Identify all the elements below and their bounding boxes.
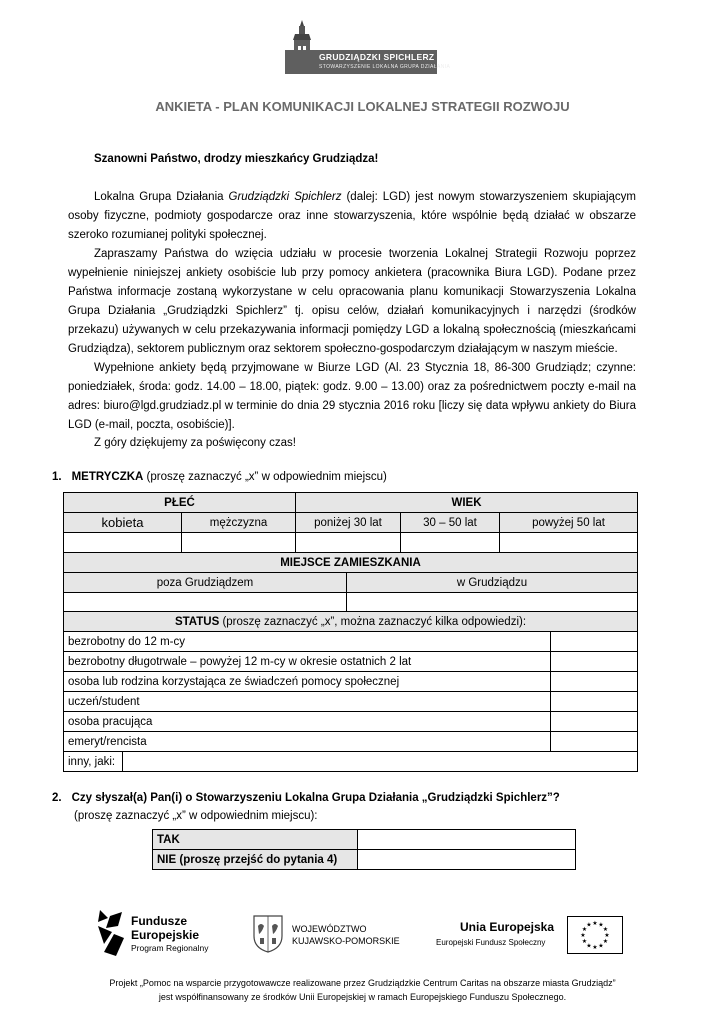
svg-text:★: ★ <box>592 944 598 951</box>
col-mezczyzna: mężczyzna <box>182 513 296 533</box>
footer-note-line1: Projekt „Pomoc na wsparcie przygotowawcze realizowane przez Grudziądzkie Centrum Caritas na obszarze miasta Grudziądz” <box>109 978 616 988</box>
status-checkbox[interactable] <box>551 672 638 692</box>
ue-line2: Europejski Fundusz Społeczny <box>436 938 546 947</box>
col-poza-grudziadzem: poza Grudziądzem <box>64 573 347 593</box>
status-other-label: inny, jaki: <box>64 752 123 772</box>
page-title: ANKIETA - PLAN KOMUNIKACJI LOKALNEJ STRATEGII ROZWOJU <box>155 99 570 114</box>
svg-text:★: ★ <box>602 926 609 933</box>
header-status: STATUS (proszę zaznaczyć „x”, można zaznaczyć kilka odpowiedzi): <box>64 612 638 632</box>
checkbox-kobieta[interactable] <box>64 533 182 553</box>
checkbox-poza-grudziadzem[interactable] <box>64 593 347 613</box>
svg-text:★: ★ <box>598 921 604 929</box>
q1-metryczka-table <box>63 492 638 553</box>
q1-heading: 1. METRYCZKA (proszę zaznaczyć „x” w odpowiednim miejscu) <box>52 471 387 483</box>
svg-text:★: ★ <box>580 932 586 939</box>
woj-line2: KUJAWSKO-POMORSKIE <box>292 936 400 946</box>
q2-option-nie: NIE (proszę przejść do pytania 4) <box>153 850 358 870</box>
logo-name: GRUDZIĄDZKI SPICHLERZ <box>319 52 435 62</box>
col-ponizej-30: poniżej 30 lat <box>296 513 401 533</box>
svg-text:★: ★ <box>581 938 588 945</box>
intro-paragraph-3: Wypełnione ankiety będą przyjmowane w Biurze LGD (Al. 23 Stycznia 18, 86-300 Grudziądz; czynne: poniedziałek, środa: godz. 14.00 – 18.00, piątek: godz. 9.00 – 13.00) oraz za pośrednictwem poczty e-mail na adres: biuro@lgd.grudziadz.pl w terminie do dnia 29 stycznia 2016 roku [liczy się data wpływu ankiety do Biura LGD (e-mail, poczta, osobiście)]. <box>68 362 636 431</box>
status-item: emeryt/rencista <box>64 732 551 752</box>
q2-heading: 2. Czy słyszał(a) Pan(i) o Stowarzyszeniu Lokalna Grupa Działania „Grudziądzki Spichlerz”? <box>52 792 560 804</box>
col-w-grudziadzu: w Grudziądzu <box>347 573 638 593</box>
eu-flag-icon <box>567 916 623 954</box>
header-plec: PŁEĆ <box>64 493 296 513</box>
footer-note <box>0 976 725 1004</box>
checkbox-30-50[interactable] <box>401 533 500 553</box>
status-item: bezrobotny do 12 m-cy <box>64 632 551 652</box>
q1-miejsce-table <box>63 552 638 613</box>
q2-table <box>152 829 576 870</box>
checkbox-ponizej-30[interactable] <box>296 533 401 553</box>
status-checkbox[interactable] <box>551 652 638 672</box>
svg-text:★: ★ <box>604 932 610 939</box>
col-30-50: 30 – 50 lat <box>401 513 500 533</box>
fe-line3: Program Regionalny <box>131 943 209 953</box>
status-item: bezrobotny długotrwale – powyżej 12 m-cy w okresie ostatnich 2 lat <box>64 652 551 672</box>
logo-subtitle: STOWARZYSZENIE LOKALNA GRUPA DZIAŁANIA <box>319 64 451 70</box>
col-kobieta: kobieta <box>64 513 182 533</box>
footer-note-line2: jest współfinansowany ze środków Unii Europejskiej w ramach Europejskiego Funduszu Społecznego. <box>158 992 567 1002</box>
header-miejsce: MIEJSCE ZAMIESZKANIA <box>64 553 638 573</box>
status-item: osoba lub rodzina korzystająca ze świadczeń pomocy społecznej <box>64 672 551 692</box>
status-checkbox[interactable] <box>551 712 638 732</box>
col-powyzej-50: powyżej 50 lat <box>500 513 638 533</box>
status-checkbox[interactable] <box>551 732 638 752</box>
status-item: osoba pracująca <box>64 712 551 732</box>
ue-line1: Unia Europejska <box>460 920 555 934</box>
footer-logos <box>0 908 725 968</box>
q2-option-tak: TAK <box>153 830 358 850</box>
q2-hint: (proszę zaznaczyć „x” w odpowiednim miejscu): <box>74 810 318 822</box>
checkbox-mezczyzna[interactable] <box>182 533 296 553</box>
q2-checkbox-nie[interactable] <box>358 850 576 870</box>
status-checkbox[interactable] <box>551 692 638 712</box>
woj-line1: WOJEWÓDZTWO <box>292 924 367 934</box>
intro-paragraph-2: Zapraszamy Państwa do wzięcia udziału w procesie tworzenia Lokalnej Strategii Rozwoju poprzez wypełnienie niniejszej ankiety osobiście lub przy pomocy ankietera (pracownika Biura LGD). Podane przez Państwa informacje zostaną wykorzystane w celu opracowania planu komunikacji Stowarzyszenia Lokalna Grupa Działania „Grudziądzki Spichlerz” tj. opisu celów, działań komunikacyjnych i narzędzi (środków przekazu) używanych w celu przekazywania informacji pomiędzy LGD a lokalną społecznością (mieszkańcami Grudziądza), sektorem publicznym oraz sektorem społeczno-gospodarczym działającym w naszym mieście. <box>68 248 636 355</box>
checkbox-powyzej-50[interactable] <box>500 533 638 553</box>
svg-text:★: ★ <box>602 938 609 945</box>
q2-checkbox-tak[interactable] <box>358 830 576 850</box>
svg-text:★: ★ <box>586 921 592 929</box>
q1-status-table <box>63 611 638 772</box>
status-checkbox[interactable] <box>551 632 638 652</box>
coat-of-arms-icon <box>252 914 284 954</box>
fe-line1: Fundusze <box>131 914 187 928</box>
status-item: uczeń/student <box>64 692 551 712</box>
fe-line2: Europejskie <box>131 928 200 942</box>
status-other-input[interactable] <box>123 752 638 772</box>
header-wiek: WIEK <box>296 493 638 513</box>
svg-text:★: ★ <box>598 942 604 950</box>
greeting: Szanowni Państwo, drodzy mieszkańcy Grudziądza! <box>94 153 379 165</box>
lgd-logo <box>281 16 451 76</box>
intro-paragraph-4: Z góry dziękujemy za poświęcony czas! <box>94 437 296 449</box>
svg-text:★: ★ <box>581 926 588 933</box>
svg-text:★: ★ <box>586 942 592 950</box>
checkbox-w-grudziadzu[interactable] <box>347 593 638 613</box>
intro-paragraph-1: Lokalna Grupa Działania Grudziądzki Spichlerz (dalej: LGD) jest nowym stowarzyszeniem skupiającym osoby fizyczne, podmioty gospodarcze oraz inne stowarzyszenia, które wspólnie będą działać w obszarze szeroko rozumianej polityki społecznej. <box>68 191 636 241</box>
fundusze-europejskie-icon <box>94 908 126 958</box>
svg-text:★: ★ <box>592 920 598 927</box>
